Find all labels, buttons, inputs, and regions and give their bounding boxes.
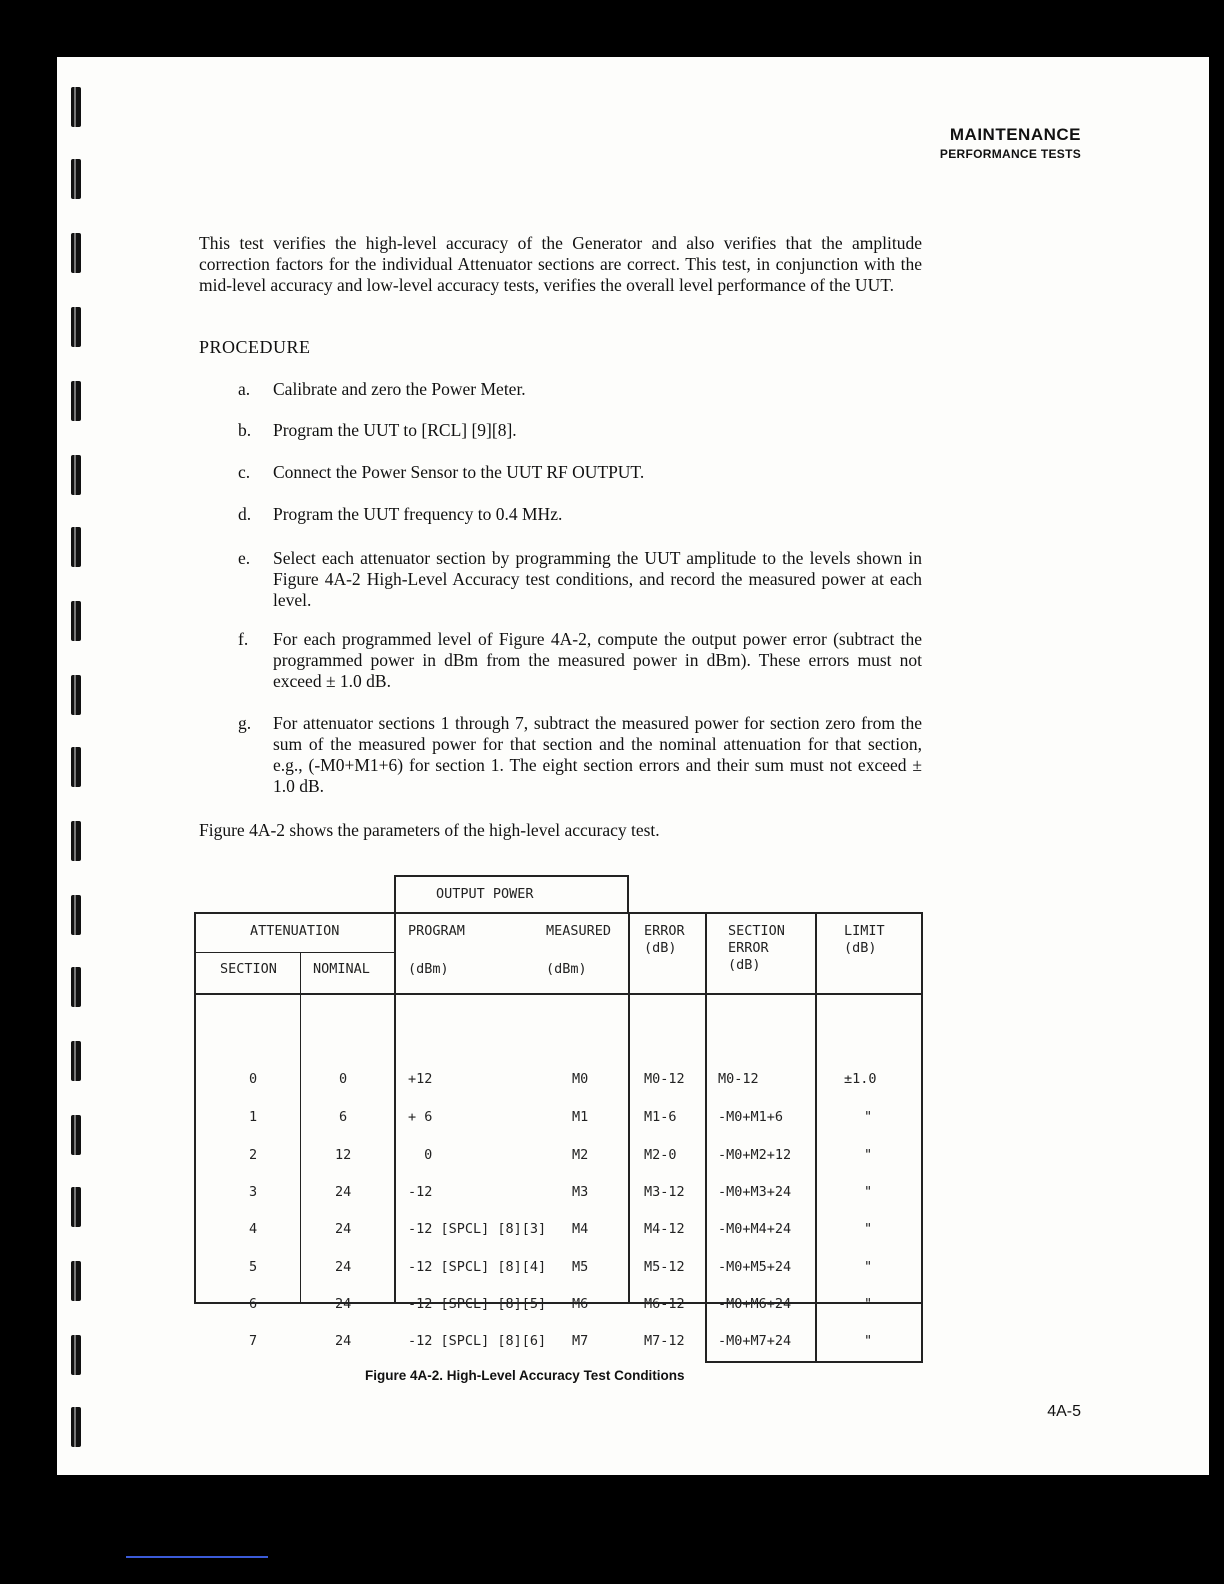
cell-measured: M5: [572, 1259, 589, 1275]
cell-error: M2-0: [644, 1147, 677, 1163]
cell-error: M3-12: [644, 1184, 685, 1200]
cell-section-error: -M0+M3+24: [718, 1184, 792, 1200]
cell-error: M1-6: [644, 1109, 677, 1125]
scan-artifact-line: [126, 1556, 268, 1558]
binding-ring: [71, 747, 81, 787]
cell-error: M0-12: [644, 1071, 685, 1087]
cell-program: -12 [SPCL] [8][3]: [408, 1221, 547, 1237]
header-measured: MEASURED: [546, 923, 612, 939]
table-line: [815, 912, 817, 1362]
step-letter: a.: [238, 379, 251, 399]
step-letter: e.: [238, 548, 251, 568]
cell-section-error: -M0+M4+24: [718, 1221, 792, 1237]
step-letter: c.: [238, 462, 251, 482]
header-section-error-unit: (dB): [728, 957, 761, 973]
table-line: [194, 952, 394, 953]
step-letter: b.: [238, 420, 252, 440]
table-line: [394, 875, 628, 877]
header-nominal: NOMINAL: [313, 961, 370, 977]
cell-measured: M4: [572, 1221, 589, 1237]
cell-program: -12 [SPCL] [8][6]: [408, 1333, 547, 1349]
cell-nominal: 24: [335, 1333, 352, 1349]
binding-ring: [71, 1407, 81, 1447]
table-line: [194, 912, 196, 1303]
cell-nominal: 6: [339, 1109, 348, 1125]
header-subtitle: PERFORMANCE TESTS: [939, 147, 1081, 161]
table-line: [921, 912, 923, 1362]
procedure-step: [239, 548, 922, 611]
cell-nominal: 24: [335, 1221, 352, 1237]
cell-program: -12 [SPCL] [8][5]: [408, 1296, 547, 1312]
cell-error: M5-12: [644, 1259, 685, 1275]
binding-ring: [71, 455, 81, 495]
cell-section-error: -M0+M2+12: [718, 1147, 792, 1163]
cell-measured: M0: [572, 1071, 589, 1087]
header-limit-unit: (dB): [844, 940, 877, 956]
binding-ring: [71, 1187, 81, 1227]
header-error: ERROR: [644, 923, 685, 939]
cell-limit: ": [864, 1221, 873, 1237]
header-section: SECTION: [220, 961, 277, 977]
cell-program: -12 [SPCL] [8][4]: [408, 1259, 547, 1275]
binding-ring: [71, 601, 81, 641]
cell-section: 0: [249, 1071, 258, 1087]
table-line: [394, 875, 396, 913]
cell-measured: M6: [572, 1296, 589, 1312]
table-line: [705, 1361, 923, 1363]
procedure-step: [239, 504, 922, 525]
cell-section-error: -M0+M7+24: [718, 1333, 792, 1349]
cell-measured: M2: [572, 1147, 589, 1163]
step-text: For attenuator sections 1 through 7, subtract the measured power for section zero from the sum of the measured power for that section and the nominal attenuation for that section, e.g., (-M0+M1+6) for section 1. The eight section errors and their sum must not exceed ± 1.0 dB.: [273, 713, 922, 796]
cell-error: M6-12: [644, 1296, 685, 1312]
header-program-unit: (dBm): [408, 961, 449, 977]
page-number: 4A-5: [1047, 1403, 1081, 1420]
cell-limit: ": [864, 1109, 873, 1125]
procedure-step: [239, 420, 922, 441]
binding-ring: [71, 87, 81, 127]
binding-ring: [71, 1041, 81, 1081]
header-section-error: ERROR: [728, 940, 769, 956]
cell-nominal: 24: [335, 1259, 352, 1275]
binding-ring: [71, 895, 81, 935]
step-text: Connect the Power Sensor to the UUT RF OUTPUT.: [273, 462, 645, 482]
procedure-step: [239, 629, 922, 692]
header-attenuation: ATTENUATION: [250, 923, 340, 939]
table-line: [627, 875, 629, 913]
header-program: PROGRAM: [408, 923, 465, 939]
procedure-step: [239, 379, 922, 400]
binding-ring: [71, 967, 81, 1007]
table-line: [194, 912, 923, 914]
table-line: [194, 1302, 923, 1304]
cell-limit: ±1.0: [844, 1071, 877, 1087]
step-letter: f.: [238, 629, 249, 649]
cell-section-error: -M0+M5+24: [718, 1259, 792, 1275]
cell-program: +12: [408, 1071, 433, 1087]
header-error-unit: (dB): [644, 940, 677, 956]
cell-measured: M3: [572, 1184, 589, 1200]
cell-section: 7: [249, 1333, 258, 1349]
cell-nominal: 12: [335, 1147, 352, 1163]
step-text: Program the UUT to [RCL] [9][8].: [273, 420, 517, 440]
binding-ring: [71, 381, 81, 421]
cell-limit: ": [864, 1184, 873, 1200]
cell-section: 6: [249, 1296, 258, 1312]
cell-limit: ": [864, 1296, 873, 1312]
intro-paragraph: This test verifies the high-level accuracy of the Generator and also verifies that the amplitude correction factors for the individual Attenuator sections are correct. This test, in conjunction with the mid-level accuracy and low-level accuracy tests, verifies the overall level performance of the UUT.: [199, 233, 922, 295]
cell-program: + 6: [408, 1109, 433, 1125]
cell-section-error: -M0+M1+6: [718, 1109, 784, 1125]
header-output-power: OUTPUT POWER: [436, 886, 534, 902]
binding-ring: [71, 307, 81, 347]
table-line: [194, 993, 923, 995]
cell-limit: ": [864, 1147, 873, 1163]
binding-ring: [71, 1261, 81, 1301]
table-line: [394, 912, 396, 1303]
table-line: [705, 912, 707, 1362]
document-page: [57, 57, 1209, 1475]
binding-ring: [71, 1335, 81, 1375]
cell-error: M4-12: [644, 1221, 685, 1237]
procedure-step: [239, 462, 922, 483]
binding-ring: [71, 527, 81, 567]
table-line: [628, 912, 630, 1303]
cell-limit: ": [864, 1333, 873, 1349]
cell-program: 0: [416, 1147, 433, 1163]
cell-limit: ": [864, 1259, 873, 1275]
binding-ring: [71, 675, 81, 715]
header-measured-unit: (dBm): [546, 961, 587, 977]
accuracy-table: [194, 875, 924, 1365]
cell-section-error: -M0+M6+24: [718, 1296, 792, 1312]
step-text: Calibrate and zero the Power Meter.: [273, 379, 526, 399]
cell-section: 3: [249, 1184, 258, 1200]
page-header: [940, 125, 1081, 161]
table-line: [300, 952, 301, 1303]
header-section-error: SECTION: [728, 923, 785, 939]
header-limit: LIMIT: [844, 923, 885, 939]
cell-nominal: 24: [335, 1184, 352, 1200]
procedure-heading: PROCEDURE: [199, 337, 311, 357]
step-letter: g.: [238, 713, 252, 733]
cell-program: -12: [408, 1184, 433, 1200]
figure-reference: Figure 4A-2 shows the parameters of the high-level accuracy test.: [199, 820, 660, 840]
procedure-step: [239, 713, 922, 797]
binding-ring: [71, 159, 81, 199]
cell-section-error: M0-12: [718, 1071, 759, 1087]
cell-section: 2: [249, 1147, 258, 1163]
cell-section: 5: [249, 1259, 258, 1275]
step-text: Select each attenuator section by programming the UUT amplitude to the levels shown in Figure 4A-2 High-Level Accuracy test conditions, and record the measured power at each level.: [273, 548, 922, 610]
cell-measured: M1: [572, 1109, 589, 1125]
cell-measured: M7: [572, 1333, 589, 1349]
cell-nominal: 24: [335, 1296, 352, 1312]
cell-error: M7-12: [644, 1333, 685, 1349]
cell-section: 4: [249, 1221, 258, 1237]
step-text: Program the UUT frequency to 0.4 MHz.: [273, 504, 563, 524]
cell-section: 1: [249, 1109, 258, 1125]
figure-caption: Figure 4A-2. High-Level Accuracy Test Conditions: [365, 1368, 685, 1383]
step-letter: d.: [238, 504, 252, 524]
cell-nominal: 0: [339, 1071, 348, 1087]
step-text: For each programmed level of Figure 4A-2, compute the output power error (subtract the programmed power in dBm from the measured power in dBm). These errors must not exceed ± 1.0 dB.: [273, 629, 922, 691]
binding-ring: [71, 233, 81, 273]
binding-ring: [71, 821, 81, 861]
binding-ring: [71, 1115, 81, 1155]
header-title: MAINTENANCE: [949, 125, 1081, 144]
